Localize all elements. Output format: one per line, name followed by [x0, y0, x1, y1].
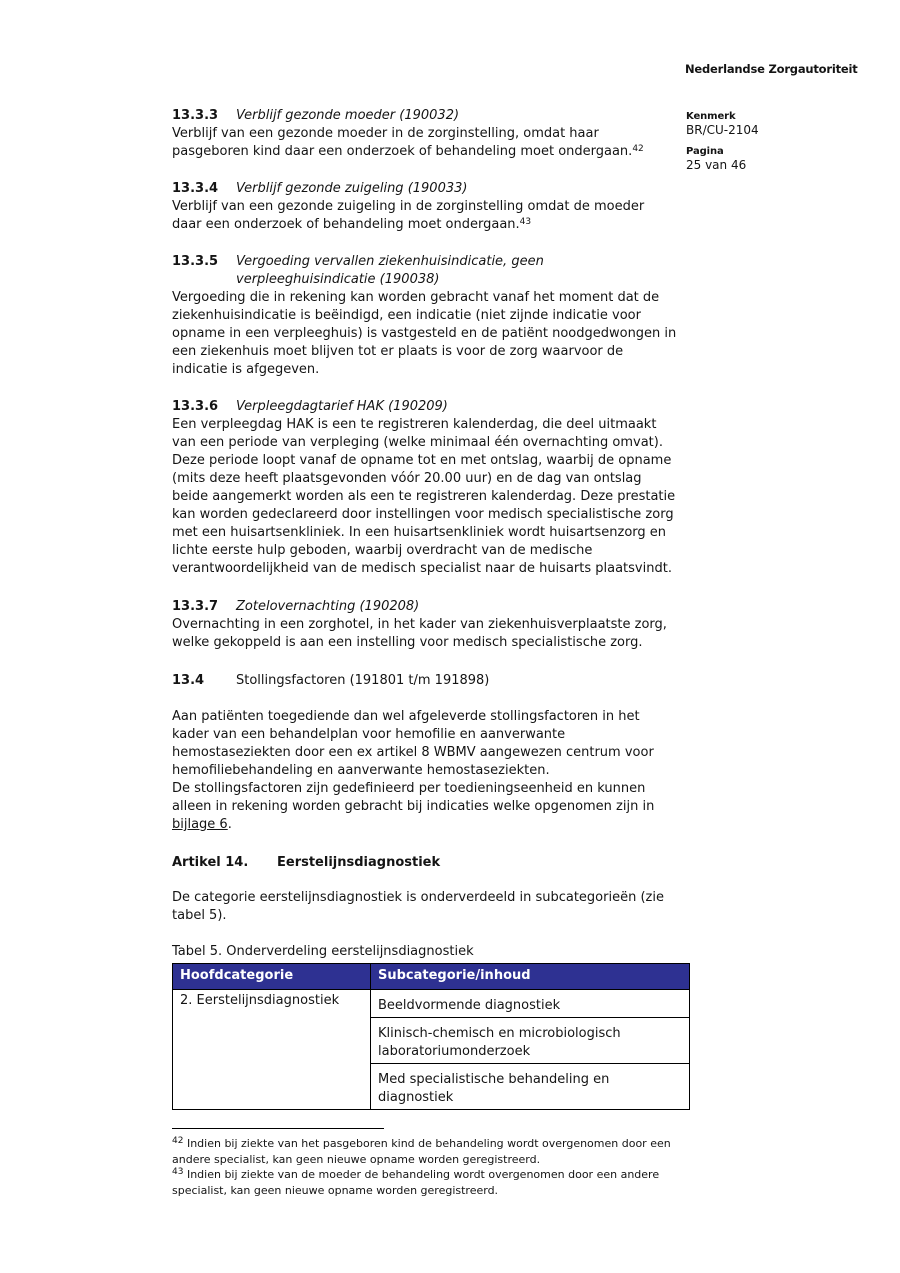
section-body-13-3-5: Vergoeding die in rekening kan worden gebracht vanaf het moment dat de ziekenhuisindicatie is beëindigd, een indicatie (niet zijnde indicatie voor opname in een verpleeghuis) is vastgesteld en de patiënt noodgedwongen in een ziekenhuis moet blijven tot er plaats is voor de zorg waarvoor de indicatie is afgegeven. — [172, 290, 677, 377]
article-14-body: De categorie eerstelijnsdiagnostiek is onderverdeeld in subcategorieën (zie tabel 5). — [172, 890, 664, 923]
table-cell-main-category: 2. Eerstelijnsdiagnostiek — [173, 990, 371, 1110]
section-number: 13.4 — [172, 673, 205, 688]
table5-caption: Tabel 5. Onderverdeling eerstelijnsdiagnostiek — [172, 944, 474, 959]
section-number: 13.3.4 — [172, 181, 219, 196]
main-content — [172, 107, 677, 1110]
article-title: Eerstelijnsdiagnostiek — [277, 855, 441, 870]
section-body-13-3-7: Overnachting in een zorghotel, in het kader van ziekenhuisverplaatste zorg, welke gekoppeld is aan een instelling voor medisch specialistische zorg. — [172, 617, 667, 650]
brand-title: Nederlandse Zorgautoriteit — [685, 62, 858, 76]
section-title: Stollingsfactoren (191801 t/m 191898) — [236, 673, 490, 688]
section-heading-13-4 — [172, 672, 677, 690]
section-heading-13-3-3 — [172, 107, 677, 125]
footnote-separator — [172, 1128, 384, 1129]
pagina-label: Pagina — [686, 146, 724, 157]
section-body-13-3-3 — [172, 125, 677, 161]
footnote-43-ref: 43 — [172, 1167, 184, 1177]
footnotes-section — [172, 1128, 688, 1198]
section-body-13-4-para2 — [172, 780, 677, 834]
section-heading-13-3-4 — [172, 180, 677, 198]
body-text: De stollingsfactoren zijn gedefinieerd per toedieningseenheid en kunnen alleen in rekening worden gebracht bij indicaties welke opgenomen zijn in — [172, 781, 655, 814]
table5 — [172, 963, 690, 1110]
section-heading-13-3-6 — [172, 398, 677, 416]
table-header-hoofdcategorie: Hoofdcategorie — [173, 964, 371, 990]
body-text: Verblijf van een gezonde zuigeling in de zorginstelling omdat de moeder daar een onderzoek of behandeling moet ondergaan. — [172, 199, 645, 232]
footnote-43 — [172, 1167, 688, 1198]
footnote-42-ref: 42 — [172, 1136, 184, 1146]
table-header-subcategorie: Subcategorie/inhoud — [371, 964, 690, 990]
footnote-ref-42: 42 — [632, 144, 644, 154]
section-title: Zotelovernachting (190208) — [236, 599, 420, 614]
body-text: Verblijf van een gezonde moeder in de zorginstelling, omdat haar pasgeboren kind daar een onderzoek of behandeling moet ondergaan. — [172, 126, 633, 159]
footnote-ref-43: 43 — [519, 217, 532, 227]
section-heading-13-3-7 — [172, 598, 677, 616]
table-cell-subcategory: Klinisch-chemisch en microbiologisch laboratoriumonderzoek — [371, 1018, 690, 1064]
section-number: 13.3.5 — [172, 254, 219, 269]
section-number: 13.3.7 — [172, 599, 219, 614]
footnote-42 — [172, 1136, 688, 1167]
footnote-text: Indien bij ziekte van het pasgeboren kind de behandeling wordt overgenomen door een andere specialist, kan geen nieuwe opname worden geregistreerd. — [172, 1137, 671, 1166]
kenmerk-label: Kenmerk — [686, 111, 736, 122]
section-number: 13.3.6 — [172, 399, 219, 414]
bijlage-6-link[interactable]: bijlage 6 — [172, 817, 228, 832]
section-title: Vergoeding vervallen ziekenhuisindicatie, geen verpleeghuisindicatie (190038) — [236, 254, 544, 287]
article-number: Artikel 14. — [172, 855, 249, 870]
table-row — [173, 990, 690, 1018]
table-cell-subcategory: Beeldvormende diagnostiek — [371, 990, 690, 1018]
page-number: 25 van 46 — [686, 158, 747, 172]
meta-kenmerk — [686, 111, 836, 137]
meta-pagina — [686, 146, 836, 172]
kenmerk-value: BR/CU-2104 — [686, 123, 759, 137]
table-cell-subcategory: Med specialistische behandeling en diagnostiek — [371, 1064, 690, 1110]
section-number: 13.3.3 — [172, 108, 219, 123]
document-meta — [686, 111, 836, 172]
article-14-heading — [172, 854, 677, 872]
section-body-13-3-6: Een verpleegdag HAK is een te registreren kalenderdag, die deel uitmaakt van een periode van verpleging (welke minimaal één overnachting omvat). Deze periode loopt vanaf de opname tot en met ontslag, waarbij de opname (mits deze heeft plaatsgevonden vóór 20.00 uur) en de dag van ontslag beide aangemerkt worden als een te registreren kalenderdag. Deze prestatie kan worden gedeclareerd door instellingen voor medisch specialistische zorg met een huisartsenkliniek. In een huisartsenkliniek wordt huisartsenzorg en lichte eerste hulp geboden, waarbij overdracht van de medische verantwoordelijkheid van de medisch specialist naar de huisarts plaatsvindt. — [172, 417, 676, 576]
section-body-13-4-para1: Aan patiënten toegediende dan wel afgeleverde stollingsfactoren in het kader van een behandelplan voor hemofilie en aanverwante hemostaseziekten door een ex artikel 8 WBMV aangewezen centrum voor hemofiliebehandeling en aanverwante hemostaseziekten. — [172, 709, 654, 778]
footnote-text: Indien bij ziekte van de moeder de behandeling wordt overgenomen door een andere specialist, kan geen nieuwe opname worden geregistreerd. — [172, 1168, 660, 1197]
section-heading-13-3-5 — [172, 253, 677, 289]
body-text: . — [227, 817, 232, 832]
section-title: Verpleegdagtarief HAK (190209) — [236, 399, 448, 414]
table-header-row — [173, 964, 690, 990]
section-title: Verblijf gezonde zuigeling (190033) — [236, 181, 468, 196]
section-title: Verblijf gezonde moeder (190032) — [236, 108, 460, 123]
section-body-13-3-4 — [172, 198, 677, 234]
